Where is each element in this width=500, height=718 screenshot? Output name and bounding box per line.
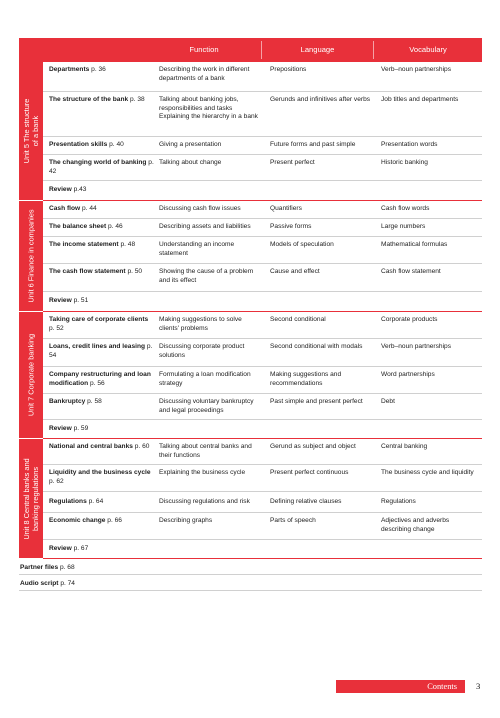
review-link[interactable]: Review p. 67 bbox=[49, 545, 89, 552]
lesson-function: Making suggestions to solve clients' problems bbox=[159, 316, 242, 332]
unit-6-band bbox=[19, 201, 43, 311]
lesson-row[interactable] bbox=[43, 137, 482, 155]
lesson-vocabulary: Cash flow statement bbox=[381, 268, 441, 275]
lesson-language: Making suggestions and recommendations bbox=[270, 371, 342, 387]
lesson-title: Taking care of corporate clients p. 52 bbox=[49, 316, 149, 332]
lesson-row[interactable] bbox=[43, 394, 482, 420]
lesson-vocabulary: Job titles and departments bbox=[381, 96, 459, 103]
lesson-vocabulary: Presentation words bbox=[381, 141, 438, 148]
lesson-vocabulary: Verb–noun partnerships bbox=[381, 343, 452, 350]
review-row[interactable] bbox=[43, 292, 482, 311]
lesson-title: Presentation skills p. 40 bbox=[49, 141, 124, 148]
lesson-title: The changing world of banking p. 42 bbox=[49, 159, 154, 175]
unit-8-band bbox=[19, 439, 43, 558]
lesson-function: Discussing corporate product solutions bbox=[159, 343, 245, 359]
lesson-language: Quantifiers bbox=[270, 205, 302, 212]
unit-7-band bbox=[19, 312, 43, 438]
lesson-function: Talking about central banks and their functions bbox=[159, 443, 252, 459]
partner-files-link[interactable]: Partner files p. 68 bbox=[20, 564, 75, 571]
lesson-title: Departments p. 36 bbox=[49, 66, 106, 73]
lesson-function: Explaining the business cycle bbox=[159, 469, 246, 476]
lesson-function: Discussing cash flow issues bbox=[159, 205, 241, 212]
lesson-function: Giving a presentation bbox=[159, 141, 222, 148]
lesson-function: Discussing regulations and risk bbox=[159, 498, 250, 505]
lesson-vocabulary: Mathematical formulas bbox=[381, 241, 448, 248]
lesson-function: Describing assets and liabilities bbox=[159, 223, 251, 230]
lesson-title: The income statement p. 48 bbox=[49, 241, 136, 248]
lesson-row[interactable] bbox=[43, 201, 482, 219]
lesson-vocabulary: Word partnerships bbox=[381, 371, 435, 378]
lesson-title: Economic change p. 66 bbox=[49, 517, 122, 524]
lesson-language: Second conditional bbox=[270, 316, 326, 323]
lesson-vocabulary: Central banking bbox=[381, 443, 428, 450]
lesson-language: Gerunds and infinitives after verbs bbox=[270, 96, 371, 103]
lesson-vocabulary: Debt bbox=[381, 398, 395, 405]
unit-5-band bbox=[19, 62, 43, 200]
lesson-row[interactable] bbox=[43, 219, 482, 237]
lesson-title: National and central banks p. 60 bbox=[49, 443, 150, 450]
lesson-title: The balance sheet p. 46 bbox=[49, 223, 123, 230]
lesson-title: Loans, credit lines and leasing p. 54 bbox=[49, 343, 153, 359]
lesson-function: Formulating a loan modification strategy bbox=[159, 371, 251, 387]
lesson-row[interactable] bbox=[43, 465, 482, 492]
review-link[interactable]: Review p.43 bbox=[49, 186, 87, 193]
lesson-language: Second conditional with modals bbox=[270, 343, 363, 350]
lesson-title: Bankruptcy p. 58 bbox=[49, 398, 102, 405]
row-divider bbox=[19, 590, 482, 591]
review-link[interactable]: Review p. 59 bbox=[49, 425, 89, 432]
lesson-language: Cause and effect bbox=[270, 268, 320, 275]
unit-5-label: Unit 5 The structure of a bank bbox=[22, 98, 40, 164]
lesson-function: Discussing voluntary bankruptcy and legal proceedings bbox=[159, 398, 254, 414]
lesson-language: Present perfect bbox=[270, 159, 315, 166]
lesson-language: Future forms and past simple bbox=[270, 141, 356, 148]
lesson-title: Cash flow p. 44 bbox=[49, 205, 97, 212]
lesson-language: Parts of speech bbox=[270, 517, 316, 524]
lesson-row[interactable] bbox=[43, 92, 482, 137]
header-language: Language bbox=[300, 45, 335, 54]
contents-label: Contents bbox=[427, 682, 457, 691]
lesson-function: Describing graphs bbox=[159, 517, 213, 524]
lesson-vocabulary: Regulations bbox=[381, 498, 416, 505]
audio-script-row[interactable] bbox=[19, 575, 482, 591]
lesson-vocabulary: Historic banking bbox=[381, 159, 428, 166]
contents-tab bbox=[336, 680, 465, 693]
header-vocabulary: Vocabulary bbox=[409, 45, 447, 54]
lesson-title: The cash flow statement p. 50 bbox=[49, 268, 143, 275]
lesson-row[interactable] bbox=[43, 439, 482, 465]
lesson-row[interactable] bbox=[43, 339, 482, 367]
lesson-vocabulary: Large numbers bbox=[381, 223, 426, 230]
lesson-language: Prepositions bbox=[270, 66, 307, 73]
header-function: Function bbox=[189, 45, 219, 54]
lesson-row[interactable] bbox=[43, 155, 482, 181]
lesson-language: Passive forms bbox=[270, 223, 312, 230]
lesson-row[interactable] bbox=[43, 264, 482, 292]
unit-6-label: Unit 6 Finance in companies bbox=[26, 209, 36, 303]
review-link[interactable]: Review p. 51 bbox=[49, 297, 89, 304]
lesson-row[interactable] bbox=[43, 312, 482, 339]
lesson-function: Talking about banking jobs, responsibilities and tasks Explaining the hierarchy in a bank bbox=[159, 96, 258, 121]
review-row[interactable] bbox=[43, 420, 482, 438]
lesson-function: Describing the work in different departments of a bank bbox=[159, 66, 250, 82]
lesson-language: Models of speculation bbox=[270, 241, 334, 248]
partner-files-row[interactable] bbox=[19, 559, 482, 575]
lesson-row[interactable] bbox=[43, 62, 482, 92]
lesson-row[interactable] bbox=[43, 492, 482, 513]
lesson-title: Company restructuring and loan modification p. 56 bbox=[49, 371, 151, 387]
lesson-language: Defining relative clauses bbox=[270, 498, 342, 505]
lesson-vocabulary: Adjectives and adverbs describing change bbox=[381, 517, 450, 533]
lesson-function: Talking about change bbox=[159, 159, 222, 166]
review-row[interactable] bbox=[43, 181, 482, 200]
lesson-function: Understanding an income statement bbox=[159, 241, 235, 257]
lesson-row[interactable] bbox=[43, 513, 482, 540]
unit-8-label: Unit 8 Central banks and banking regulations bbox=[22, 457, 40, 540]
lesson-language: Past simple and present perfect bbox=[270, 398, 363, 405]
lesson-language: Present perfect continuous bbox=[270, 469, 349, 476]
audio-script-link[interactable]: Audio script p. 74 bbox=[20, 580, 75, 587]
lesson-vocabulary: Verb–noun partnerships bbox=[381, 66, 452, 73]
lesson-function: Showing the cause of a problem and its effect bbox=[159, 268, 254, 284]
lesson-vocabulary: Cash flow words bbox=[381, 205, 430, 212]
lesson-vocabulary: The business cycle and liquidity bbox=[381, 469, 474, 476]
page-number: 3 bbox=[476, 681, 481, 691]
lesson-title: Liquidity and the business cycle p. 62 bbox=[49, 469, 151, 485]
lesson-title: The structure of the bank p. 38 bbox=[49, 96, 145, 103]
lesson-language: Gerund as subject and object bbox=[270, 443, 356, 450]
column-header-row bbox=[19, 38, 482, 62]
lesson-title: Regulations p. 64 bbox=[49, 498, 104, 505]
review-row[interactable] bbox=[43, 540, 482, 558]
lesson-row[interactable] bbox=[43, 367, 482, 394]
lesson-row[interactable] bbox=[43, 237, 482, 264]
lesson-vocabulary: Corporate products bbox=[381, 316, 438, 323]
unit-7-label: Unit 7 Corporate banking bbox=[26, 333, 36, 417]
